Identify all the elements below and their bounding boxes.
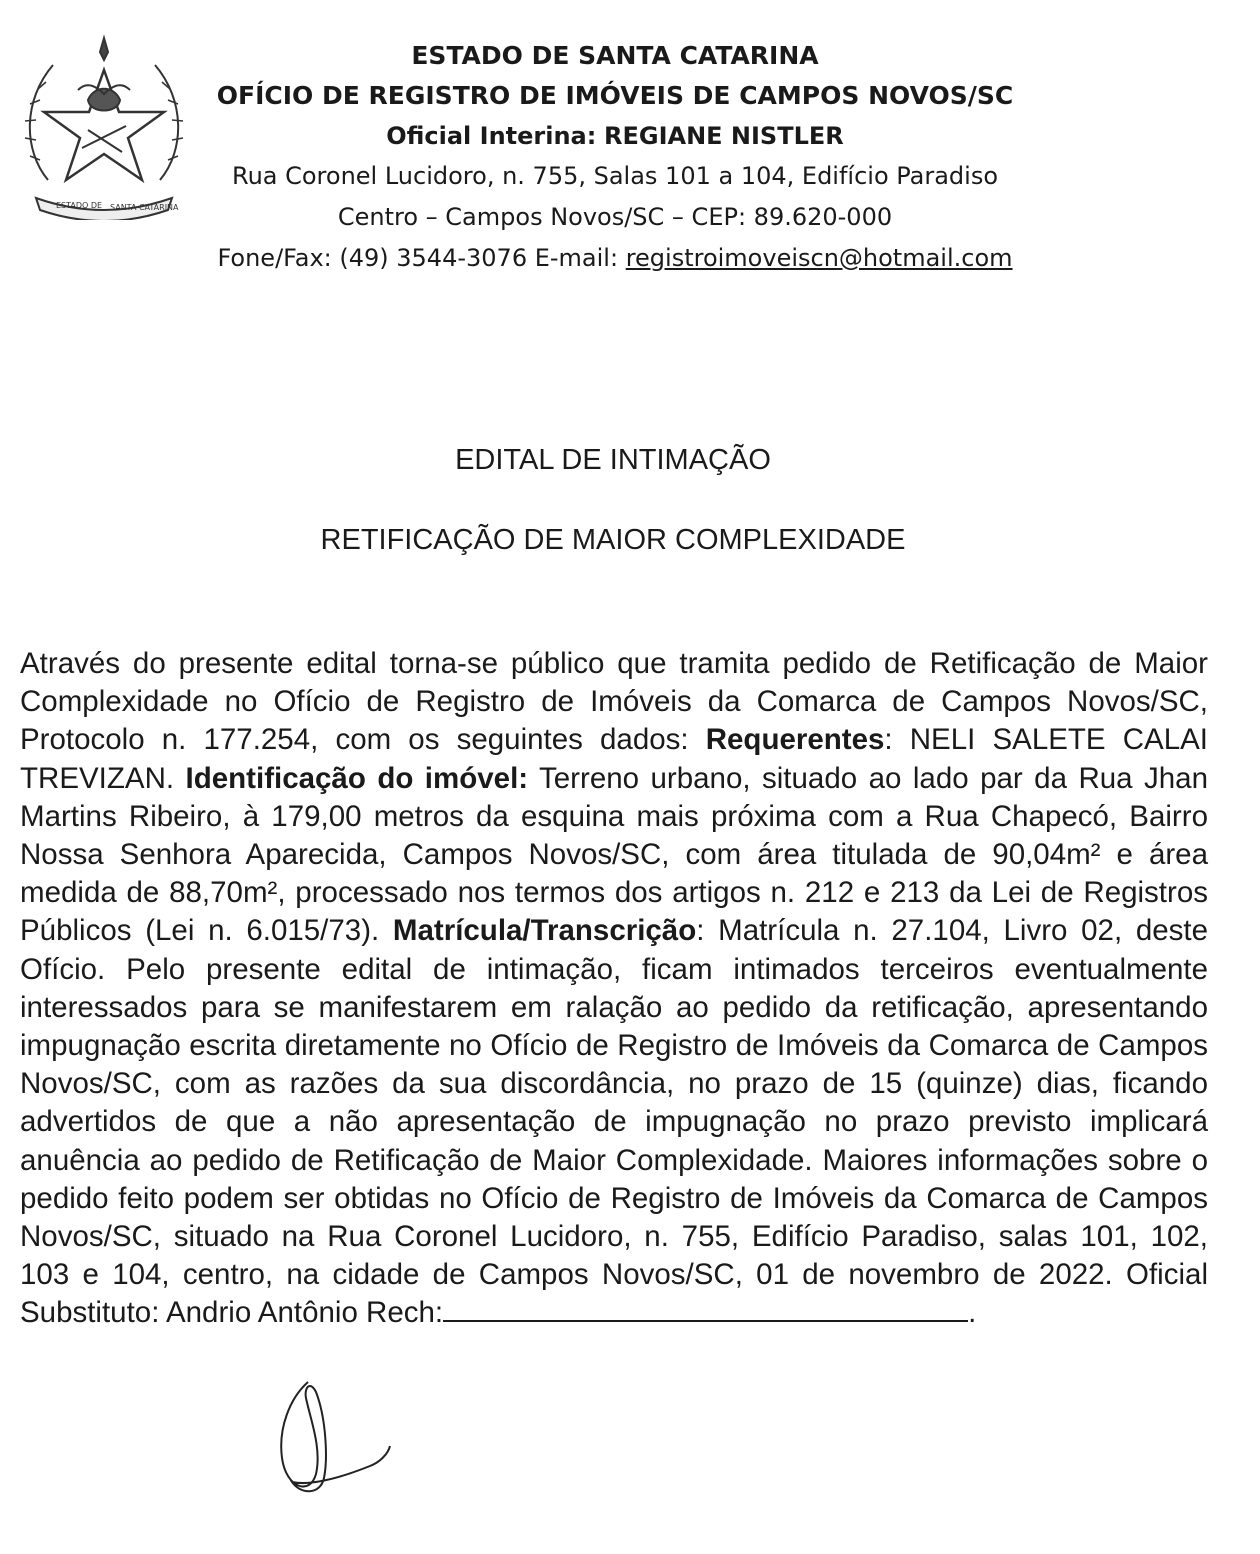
handwritten-signature: [270, 1378, 410, 1498]
email-link[interactable]: registroimoveiscn@hotmail.com: [625, 244, 1013, 272]
matricula-label: Matrícula/Transcrição: [392, 914, 697, 948]
letterhead: [200, 36, 1030, 279]
imovel-value: Terreno urbano, situado ao lado par da Rua Jhan Martins Ribeiro, à 179,00 metros da esquina mais próxima com a Rua Chapecó, Bairro Nossa Senhora Aparecida, Campos Novos/SC, com área titulada de 90,04m² e área medida de 88,70m², processado nos termos dos artigos n. 212 e 213 da Lei de Registros Públicos (Lei n. 6.015/73).: [20, 761, 1208, 948]
body-intro: Através do presente edital torna-se público que tramita pedido de Retificação de Maior Complexidade no Ofício de Registro de Imóveis da Comarca de Campos Novos/SC, Protocolo n. 177.254, com os seguintes dados:: [20, 647, 1208, 757]
requerentes-label: Requerentes: [705, 723, 885, 757]
seal-text-right: SANTA CATARINA: [110, 203, 179, 212]
address-line-1: Rua Coronel Lucidoro, n. 755, Salas 101 a 104, Edifício Paradiso: [231, 162, 999, 190]
official-line: [200, 116, 1030, 156]
imovel-label: Identificação do imóvel:: [185, 761, 529, 795]
office-name: OFÍCIO DE REGISTRO DE IMÓVEIS DE CAMPOS NOVOS/SC: [216, 81, 1014, 110]
document-title: EDITAL DE INTIMAÇÃO: [455, 444, 771, 476]
end-period: .: [968, 1296, 977, 1330]
official-name: REGIANE NISTLER: [604, 122, 844, 150]
notice-body: [20, 645, 1208, 1333]
phone-text: Fone/Fax: (49) 3544-3076 E-mail:: [217, 244, 619, 272]
state-name: ESTADO DE SANTA CATARINA: [411, 41, 819, 70]
matricula-value: : Matrícula n. 27.104, Livro 02, deste Ofício. Pelo presente edital de intimação, ficam intimados terceiros eventualmente interessados para se manifestarem em ralação ao pedido da retificação, apresentando impugnação escrita diretamente no Ofício de Registro de Imóveis da Comarca de Campos Novos/SC, com as razões da sua discordância, no prazo de 15 (quinze) dias, ficando advertidos de que a não apresentação de impugnação no prazo previsto implicará anuência ao pedido de Retificação de Maior Complexidade. Maiores informações sobre o pedido feito podem ser obtidas no Ofício de Registro de Imóveis da Comarca de Campos Novos/SC, situado na Rua Coronel Lucidoro, n. 755, Edifício Paradiso, salas 101, 102, 103 e 104, centro, na cidade de Campos Novos/SC, 01 de novembro de 2022. Oficial Substituto: Andrio Antônio Rech:: [20, 914, 1209, 1330]
address-line-2: Centro – Campos Novos/SC – CEP: 89.620-000: [337, 203, 893, 231]
state-seal-emblem: [18, 30, 190, 220]
seal-text-left: ESTADO DE: [56, 201, 103, 210]
signature-line: [443, 1296, 968, 1322]
official-label: Oficial Interina:: [386, 122, 597, 150]
requerentes-value: : NELI SALETE CALAI TREVIZAN.: [20, 723, 1208, 795]
contact-line: [200, 238, 1030, 279]
document-subtitle: RETIFICAÇÃO DE MAIOR COMPLEXIDADE: [320, 524, 906, 556]
